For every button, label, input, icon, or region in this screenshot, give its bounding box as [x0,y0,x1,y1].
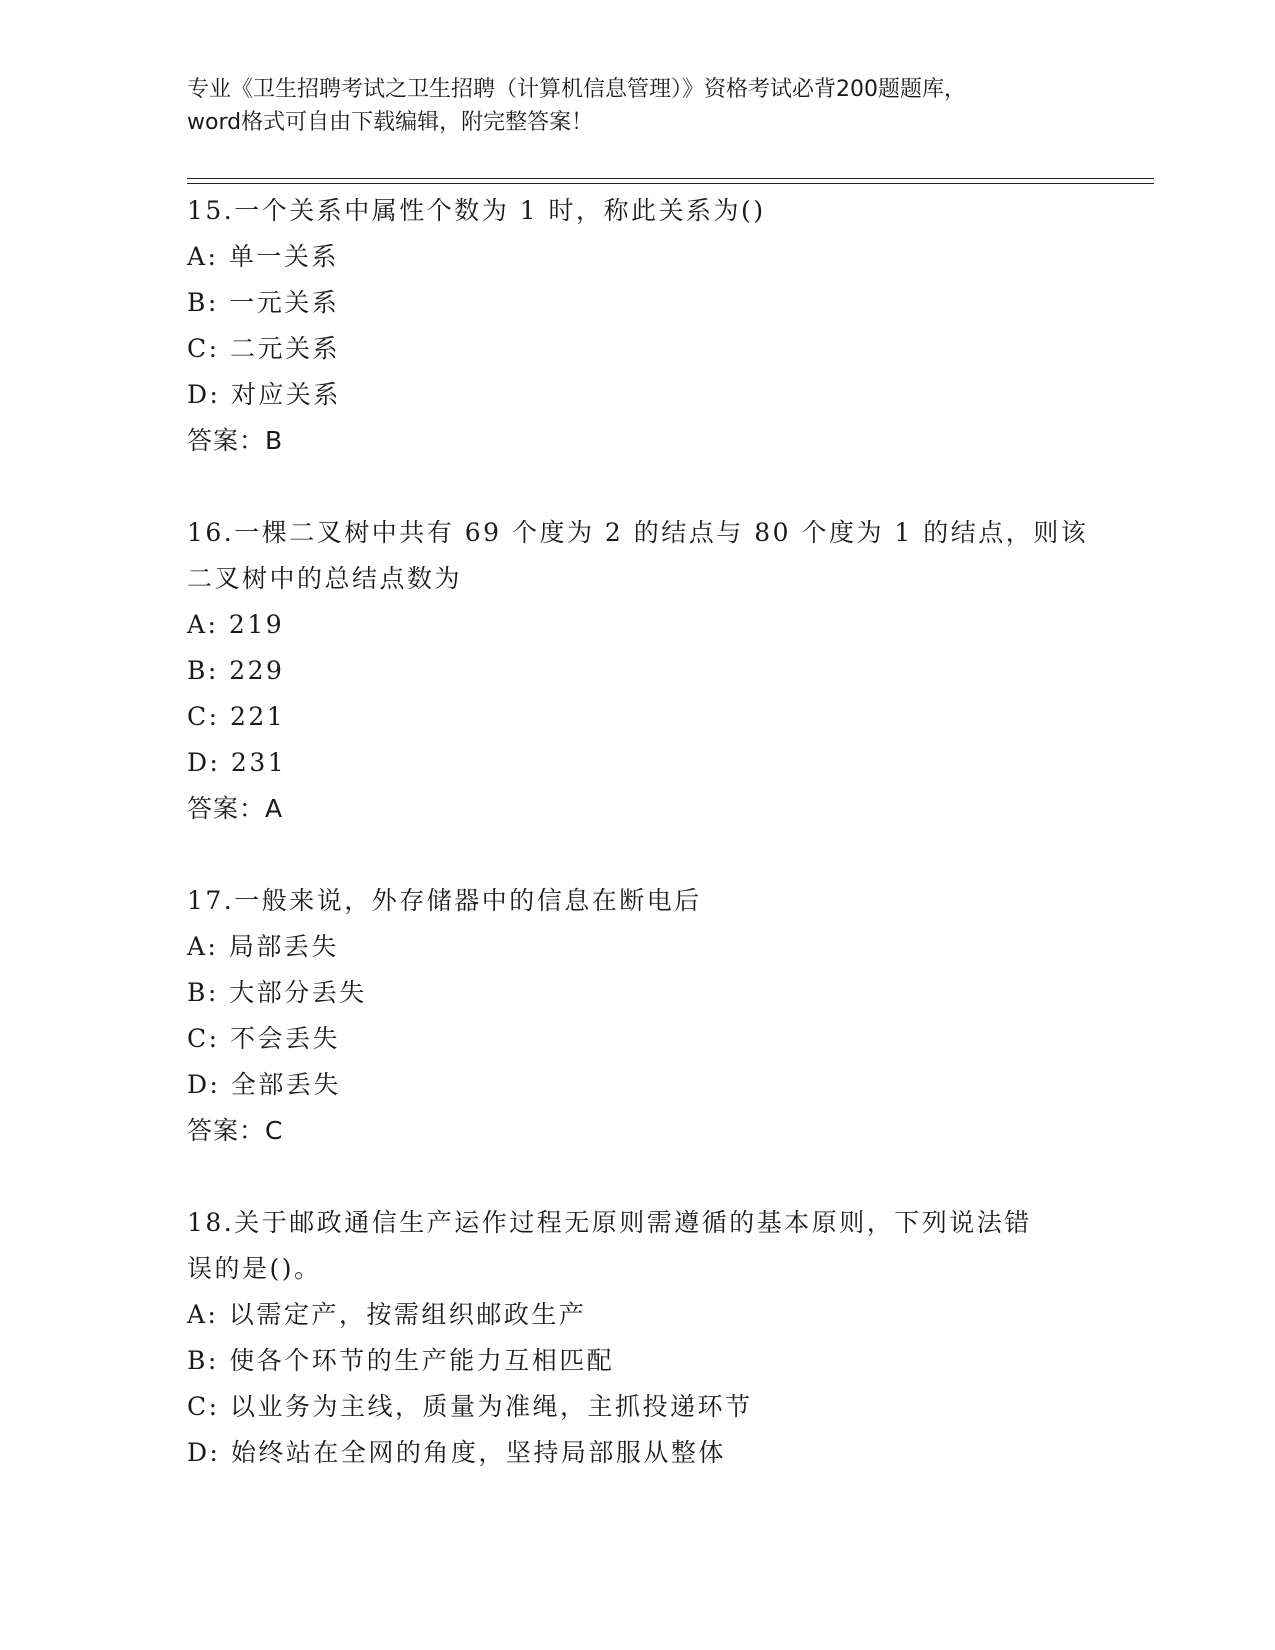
header-divider-bottom [187,183,1154,184]
option-d: D: 231 [187,748,287,777]
option-d: D: 对应关系 [187,380,341,409]
header-title-line-2: word格式可自由下载编辑，附完整答案！ [187,110,594,135]
option-c: C: 221 [187,702,286,731]
question-spacer [187,1154,1087,1200]
question-16 [187,510,1087,832]
option-d: D: 始终站在全网的角度，坚持局部服从整体 [187,1438,726,1467]
option-a: A: 以需定产，按需组织邮政生产 [187,1300,587,1329]
question-stem: 17.一般来说，外存储器中的信息在断电后 [187,886,702,915]
option-b: B: 大部分丢失 [187,978,367,1007]
question-stem-continued: 二叉树中的总结点数为 [187,564,463,593]
answer-line: 答案：B [187,426,284,455]
question-stem: 18.关于邮政通信生产运作过程无原则需遵循的基本原则，下列说法错 [187,1208,1032,1237]
header-title-line-1: 专业《卫生招聘考试之卫生招聘（计算机信息管理）》资格考试必背200题题库， [187,77,966,102]
question-18 [187,1200,1087,1476]
header-divider-top [187,178,1154,179]
option-d: D: 全部丢失 [187,1070,341,1099]
option-b: B: 229 [187,656,285,685]
question-spacer [187,464,1087,510]
question-stem: 16.一棵二叉树中共有 69 个度为 2 的结点与 80 个度为 1 的结点，则该 [187,518,1089,547]
document-header [187,73,1087,139]
question-spacer [187,832,1087,878]
option-a: A: 219 [187,610,285,639]
question-17 [187,878,1087,1154]
option-b: B: 使各个环节的生产能力互相匹配 [187,1346,615,1375]
option-a: A: 局部丢失 [187,932,339,961]
option-c: C: 以业务为主线，质量为准绳，主抓投递环节 [187,1392,753,1421]
question-15 [187,188,1087,464]
question-stem-continued: 误的是()。 [187,1254,322,1283]
answer-line: 答案：C [187,1116,284,1145]
option-c: C: 不会丢失 [187,1024,340,1053]
option-c: C: 二元关系 [187,334,340,363]
question-stem: 15.一个关系中属性个数为 1 时，称此关系为() [187,196,766,225]
option-b: B: 一元关系 [187,288,340,317]
option-a: A: 单一关系 [187,242,339,271]
answer-line: 答案：A [187,794,284,823]
question-list [187,188,1087,1476]
